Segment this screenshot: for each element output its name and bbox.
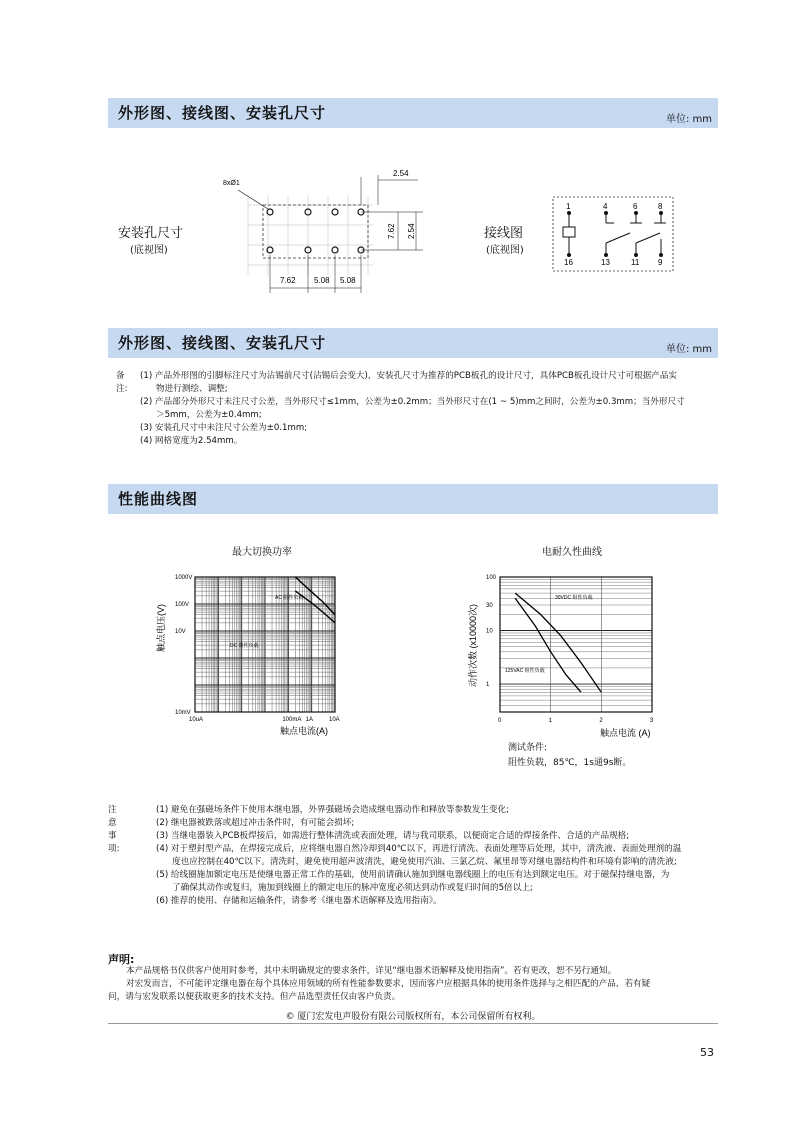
dim-right-a: 7.62	[387, 223, 396, 239]
series-label: 125VAC 阻性负载	[505, 668, 545, 674]
x-tick-label: 0	[498, 718, 502, 724]
remark-line: (2) 产品部分外形尺寸未注尺寸公差，当外形尺寸≤1mm，公差为±0.2mm；当外形尺寸在(1 ~ 5)mm之间时，公差为±0.3mm；当外形尺寸	[140, 397, 685, 407]
x-tick-label: 3	[650, 718, 654, 724]
caution-line: 度也应控制在40℃以下。清洗时，避免使用超声波清洗，避免使用汽油、三氯乙烷、氟里昂等对继电器结构件和环境有影响的清洗液;	[172, 857, 677, 867]
wiring-subtitle: (底视图)	[486, 245, 524, 256]
x-axis-label: 触点电流 (A)	[600, 728, 651, 738]
electrical-endurance-chart	[460, 565, 670, 745]
section-header-3	[108, 484, 718, 514]
hole-note: 8xØ1	[223, 180, 240, 187]
x-tick-label: 2	[599, 718, 603, 724]
remark-line: 物进行测绘、调整;	[156, 384, 228, 394]
remark-line: ＞5mm，公差为±0.4mm;	[156, 410, 262, 420]
section-header-2	[108, 328, 718, 358]
dim-bottom-b: 5.08	[314, 276, 330, 285]
mounting-subtitle: (底视图)	[130, 245, 168, 256]
pin-1: 1	[566, 202, 571, 211]
statement-line: 问，请与宏发联系以便获取更多的技术支持。但产品选型责任仅由客户负责。	[108, 992, 401, 1002]
page-number: 53	[700, 1046, 714, 1059]
y-axis-label: 动作次数 (x10000次)	[468, 603, 478, 687]
pin-6: 6	[633, 202, 638, 211]
copyright: © 厦门宏发电声股份有限公司版权所有，本公司保留所有权利。	[285, 1012, 541, 1022]
mounting-title: 安装孔尺寸	[118, 226, 184, 241]
x-tick-label: 1A	[305, 717, 314, 723]
pin-4: 4	[603, 202, 608, 211]
statement-line: 对宏发而言，不可能评定继电器在每个具体应用领域的所有性能参数要求，因而客户应根据具体的使用条件选择与之相匹配的产品，若有疑	[126, 979, 651, 989]
remarks-label: 备注:	[116, 371, 128, 394]
max-switching-power-chart	[150, 565, 370, 745]
caution-line: (6) 推荐的使用、存储和运输条件，请参考《继电器术语解释及选用指南》。	[156, 896, 442, 906]
y-tick-label: 10mV	[175, 710, 191, 716]
remark-line: (4) 网格宽度为2.54mm。	[140, 436, 243, 446]
statement-line: 本产品规格书仅供客户使用时参考，其中未明确规定的要求条件，详见“继电器术语解释及使用指南”。若有更改，恕不另行通知。	[126, 966, 617, 976]
remark-line: (3) 安装孔尺寸中未注尺寸公差为±0.1mm;	[140, 423, 308, 433]
series-label: AC 阻性负载	[275, 595, 304, 601]
unit-label: 单位: mm	[665, 114, 712, 125]
section-title: 性能曲线图	[118, 490, 199, 508]
test-value: 阻性负载，85℃，1s通9s断。	[508, 758, 632, 768]
pin-11: 11	[631, 258, 640, 267]
chart2-title: 电耐久性曲线	[542, 547, 602, 558]
x-tick-label: 1	[548, 718, 553, 724]
pin-16: 16	[564, 258, 573, 267]
caution-line: (5) 给线圈施加额定电压是使继电器正常工作的基础，使用前请确认施加到继电器线圈上的电压有达到额定电压。对于磁保持继电器，为	[156, 870, 670, 880]
caution-line: (1) 避免在强磁场条件下使用本继电器，外界强磁场会造成继电器动作和释放等参数发生变化;	[156, 805, 509, 815]
unit-label: 单位: mm	[665, 344, 712, 355]
x-tick-label: 10uA	[189, 717, 204, 723]
wiring-diagram	[550, 193, 678, 275]
chart1-title: 最大切换功率	[232, 547, 292, 558]
caution-line: (3) 当继电器装入PCB板焊接后，如需进行整体清洗或表面处理，请与我司联系，以便商定合适的焊接条件、合适的产品规格;	[156, 831, 630, 841]
series-label: DC 阻性负载	[230, 643, 259, 649]
pin-13: 13	[601, 258, 610, 267]
footer-divider	[108, 1023, 718, 1024]
pin-8: 8	[658, 202, 663, 211]
cautions-label: 注意事项:	[108, 805, 120, 854]
x-tick-label: 100mA	[282, 717, 302, 723]
test-label: 测试条件:	[508, 743, 548, 753]
y-tick-label: 10V	[175, 629, 186, 635]
y-tick-label: 1000V	[175, 575, 193, 581]
y-tick-label: 100	[486, 575, 497, 581]
caution-line: (4) 对于塑封型产品，在焊接完成后，应将继电器自然冷却到40℃以下，再进行清洗、表面处理等后处理，其中，清洗液、表面处理剂的温	[156, 844, 682, 854]
y-tick-label: 1	[486, 682, 490, 689]
remark-line: (1) 产品外形图的引脚标注尺寸为沾锡前尺寸(沾锡后会变大)，安装孔尺寸为推荐的PCB板孔的设计尺寸，具体PCB板孔设计尺寸可根据产品实	[140, 371, 678, 381]
y-axis-label: 触点电压(V)	[156, 604, 166, 652]
x-axis-label: 触点电流(A)	[280, 726, 328, 736]
dim-bottom-c: 5.08	[340, 276, 356, 285]
caution-line: 了确保其动作或复归，施加到线圈上的额定电压的脉冲宽度必须达到动作或复归时间的5倍以上;	[172, 883, 533, 893]
caution-line: (2) 继电器被跌落或超过冲击条件时，有可能会损坏;	[156, 818, 355, 828]
dim-right-b: 2.54	[407, 223, 416, 239]
dim-top: 2.54	[393, 169, 409, 178]
series-line	[515, 598, 581, 692]
mounting-hole-diagram	[218, 165, 428, 295]
section-header-1	[108, 98, 718, 128]
statement-block	[108, 965, 651, 1004]
x-tick-label: 10A	[329, 717, 340, 723]
statement-title: 声明:	[108, 953, 135, 966]
dim-bottom-a: 7.62	[280, 276, 296, 285]
series-label: 30VDC 阻性负载	[555, 595, 593, 601]
pin-9: 9	[658, 258, 663, 267]
series-line	[515, 593, 601, 692]
y-tick-label: 30	[486, 602, 493, 609]
y-tick-label: 100V	[175, 602, 190, 608]
y-tick-label: 10	[486, 628, 493, 635]
wiring-title: 接线图	[484, 226, 524, 241]
section-title: 外形图、接线图、安装孔尺寸	[118, 334, 327, 352]
section-title: 外形图、接线图、安装孔尺寸	[118, 104, 327, 122]
